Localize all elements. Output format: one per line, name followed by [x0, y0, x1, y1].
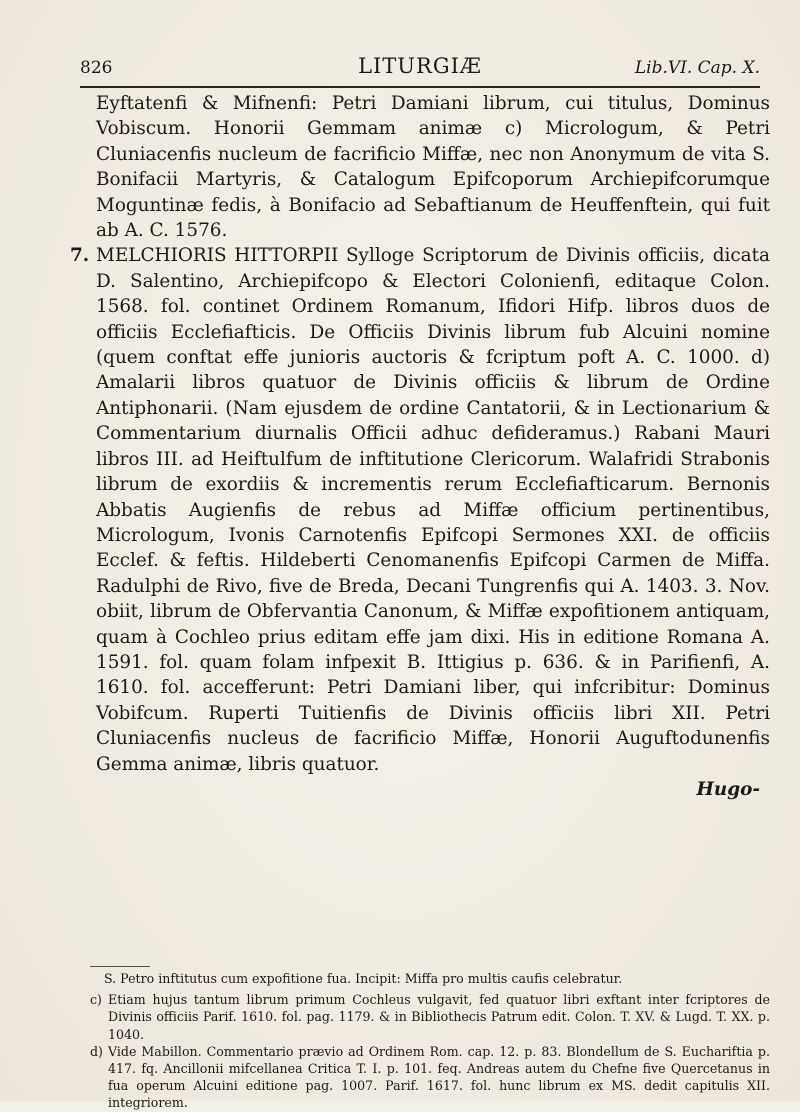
page-header	[80, 52, 760, 82]
continued-paragraph: Eyftatenfi & Mifnenfi: Petri Damiani librum, cui titulus, Dominus Vobiscum. Honorii Gemmam animæ c) Micrologum, & Petri Cluniacenfis nucleum de facrificio Miffæ, nec non Anonymum de vita S. Bonifacii Martyris, & Catalogum Epifcoporum Archiepifcorumque Moguntinæ fedis, à Bonifacio ad Sebaftianum de Heuffenftein, qui fuit ab A. C. 1576.	[96, 93, 770, 242]
page-number: 826	[80, 58, 113, 78]
item-number: 7.	[70, 245, 90, 267]
section-reference: Lib.VI. Cap. X.	[634, 58, 760, 78]
footnote-continued: S. Petro inftitutus cum expofitione fua. Incipit: Miffa pro multis caufis celebratur.	[104, 971, 623, 986]
footnote-label: d)	[90, 1043, 103, 1059]
footnote-text: Etiam hujus tantum librum primum Cochleus vulgavit, fed quatuor libri exftant inter fcriptores de Divinis officiis Parif. 1610. fol. pag. 1179. & in Bibliothecis Patrum edit. Colon. T. XV. & Lugd. T. XX. p. 1040.	[108, 992, 770, 1042]
item-7-text: MELCHIORIS HITTORPII Sylloge Scriptorum de Divinis officiis, dicata D. Salentino, Archiepifcopo & Electori Colonienfi, editaque Colon. 1568. fol. continet Ordinem Romanum, Ifidori Hifp. libros duos de officiis Ecclefiafticis. De Officiis Divinis librum fub Alcuini nomine (quem conftat effe junioris auctoris & fcriptum poft A. C. 1000. d) Amalarii libros quatuor de Divinis officiis & librum de Ordine Antiphonarii. (Nam ejusdem de ordine Cantatorii, & in Lectionarium & Commentarium diurnalis Officii adhuc defideramus.) Rabani Mauri libros III. ad Heiftulfum de inftitutione Clericorum. Walafridi Strabonis librum de exordiis & incrementis rerum Ecclefiafticarum. Bernonis Abbatis Augienfis de rebus ad Miffæ officium pertinentibus, Micrologum, Ivonis Carnotenfis Epifcopi Sermones XXI. de officiis Ecclef. & feftis. Hildeberti Cenomanenfis Epifcopi Carmen de Miffa. Radulphi de Rivo, five de Breda, Decani Tungrenfis qui A. 1403. 3. Nov. obiit, librum de Obfervantia Canonum, & Miffæ expofitionem antiquam, quam à Cochleo prius editam effe jam dixi. His in editione Romana A. 1591. fol. quam folam infpexit B. Ittigius p. 636. & in Parifienfi, A. 1610. fol. accefferunt: Petri Damiani liber, qui infcribitur: Dominus Vobifcum. Ruperti Tuitienfis de Divinis officiis libri XII. Petri Cluniacenfis nucleus de facrificio Miffæ, Honorii Auguftodunenfis Gemma animæ, libris quatuor.	[96, 245, 770, 775]
item-7-paragraph	[70, 243, 770, 777]
footnotes	[90, 970, 770, 1112]
running-title: LITURGIÆ	[358, 54, 482, 78]
footnote-d	[90, 1043, 770, 1112]
catchword: Hugo-	[696, 778, 760, 800]
footnote-label: c)	[90, 992, 102, 1008]
header-rule	[80, 86, 760, 88]
footnote-text: Vide Mabillon. Commentario prævio ad Ordinem Rom. cap. 12. p. 83. Blondellum de S. Euchariftia p. 417. fq. Ancillonii mifcellanea Critica T. I. p. 101. feq. Andreas autem du Chefne five Quercetanus in fua operum Alcuini editione pag. 1007. Parif. 1617. fol. hunc librum ex MS. dedit capitulis XII. integriorem.	[108, 1043, 770, 1111]
footnote-c	[90, 991, 770, 1043]
footnote-rule	[90, 966, 150, 967]
main-text	[70, 91, 770, 802]
